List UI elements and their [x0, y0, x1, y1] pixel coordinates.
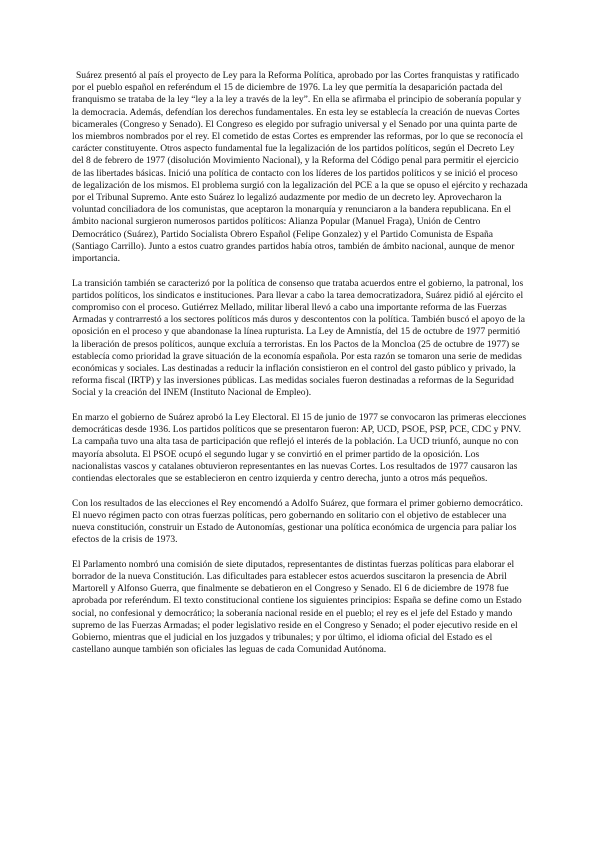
paragraph-politica-consenso: La transición también se caracterizó por la política de consenso que trataba acuerdos entre el gobierno, la patronal, los partidos políticos, los sindicatos e instituciones. Para llevar a cabo la tarea democratizadora, Suárez pidió al ejército el compromiso con el proceso. Gutiérrez Mellado, militar liberal llevó a cabo una importante reforma de las Fuerzas Armadas y contrarrestó a los sectores políticos más duros y descontentos con la política. También buscó el apoyo de la oposición en el proceso y que abandonase la línea rupturista. La Ley de Amnistía, del 15 de octubre de 1977 permitió la liberación de presos políticos, aunque excluía a terroristas. En los Pactos de la Moncloa (25 de octubre de 1977) se establecía como prioridad la grave situación de la economía española. Por esta razón se tomaron una serie de medidas económicas y sociales. Las destinadas a reducir la inflación consistieron en el control del gasto público y privado, la reforma fiscal (IRTP) y las inversiones públicas. Las medidas sociales fueron destinadas a reformas de la Seguridad Social y la creación del INEM (Instituto Nacional de Empleo).	[72, 277, 526, 399]
paragraph-elecciones-1977: En marzo el gobierno de Suárez aprobó la Ley Electoral. El 15 de junio de 1977 se convocaron las primeras elecciones democráticas desde 1936. Los partidos políticos que se presentaron fueron: AP, UCD, PSOE, PSP, PCE, CDC y PNV. La campaña tuvo una alta tasa de participación que reflejó el interés de la población. La UCD triunfó, aunque no con mayoría absoluta. El PSOE ocupó el segundo lugar y se convirtió en el primer partido de la oposición. Los nacionalistas vascos y catalanes obtuvieron representantes en las nuevas Cortes. Los resultados de 1977 causaron las contiendas electorales que se establecieron en centro izquierda y centro derecha, junto a otros más pequeños.	[72, 412, 527, 485]
document-page	[72, 70, 528, 669]
paragraph-constitucion: El Parlamento nombró una comisión de siete diputados, representantes de distintas fuerzas políticas para elaborar el borrador de la nueva Constitución. Las dificultades para establecer estos acuerdos suscitaron la presencia de Abril Martorell y Alfonso Guerra, que finalmente se debatieron en el Congreso y Senado. El 6 de diciembre de 1978 fue aprobada por referéndum. El texto constitucional contiene los siguientes principios: España se define como un Estado social, no confesional y democrático; la soberanía nacional reside en el pueblo; el rey es el jefe del Estado y mando supremo de las Fuerzas Armadas; el poder legislativo reside en el Congreso y Senado; el poder ejecutivo reside en el Gobierno, mientras que el judicial en los juzgados y tribunales; y por último, el idioma oficial del Estado es el castellano aunque también son oficiales las leguas de cada Comunidad Autónoma.	[72, 558, 522, 656]
paragraph-reforma-politica: Suárez presentó al país el proyecto de Ley para la Reforma Política, aprobado por las Cortes franquistas y ratificado por el pueblo español en referéndum el 15 de diciembre de 1976. La ley que permitía la desaparición pactada del franquismo se trataba de la ley “ley a la ley a través de la ley”. En ella se afirmaba el principio de soberanía popular y la democracia. Además, defendían los derechos fundamentales. En esta ley se establecía la creación de nuevas Cortes bicamerales (Congreso y Senado). El Congreso es elegido por sufragio universal y el Senado por una quinta parte de los miembros nombrados por el rey. El cometido de estas Cortes es emprender las reformas, por lo que se reconocía el carácter constituyente. Otros aspecto fundamental fue la legalización de los partidos políticos, según el Decreto Ley del 8 de febrero de 1977 (disolución Movimiento Nacional), y la Reforma del Código penal para permitir el ejercicio de las libertades básicas. Inició una política de contacto con los líderes de los partidos políticos y se inició el proceso de legalización de los mismos. El problema surgió con la legalización del PCE a la que se opuso el ejército y rechazada por el Tribunal Supremo. Ante esto Suárez lo legalizó audazmente por medio de un decreto ley. Aprovecharon la voluntad conciliadora de los comunistas, que aceptaron la monarquía y renunciaron a la bandera republicana. En el ámbito nacional surgieron numerosos partidos políticos: Alianza Popular (Manuel Fraga), Unión de Centro Democrático (Suárez), Partido Socialista Obrero Español (Felipe Gonzalez) y el Partido Comunista de España (Santiago Carrillo). Junto a estos cuatro grandes partidos había otros, también de ámbito nacional, aunque de menor importancia.	[72, 70, 528, 265]
paragraph-primer-gobierno: Con los resultados de las elecciones el Rey encomendó a Adolfo Suárez, que formara el primer gobierno democrático. El nuevo régimen pacto con otras fuerzas políticas, pero gobernando en solitario con el objetivo de establecer una nueva constitución, construir un Estado de Autonomías, gestionar una política económica de urgencia para paliar los efectos de la crisis de 1973.	[72, 497, 523, 546]
